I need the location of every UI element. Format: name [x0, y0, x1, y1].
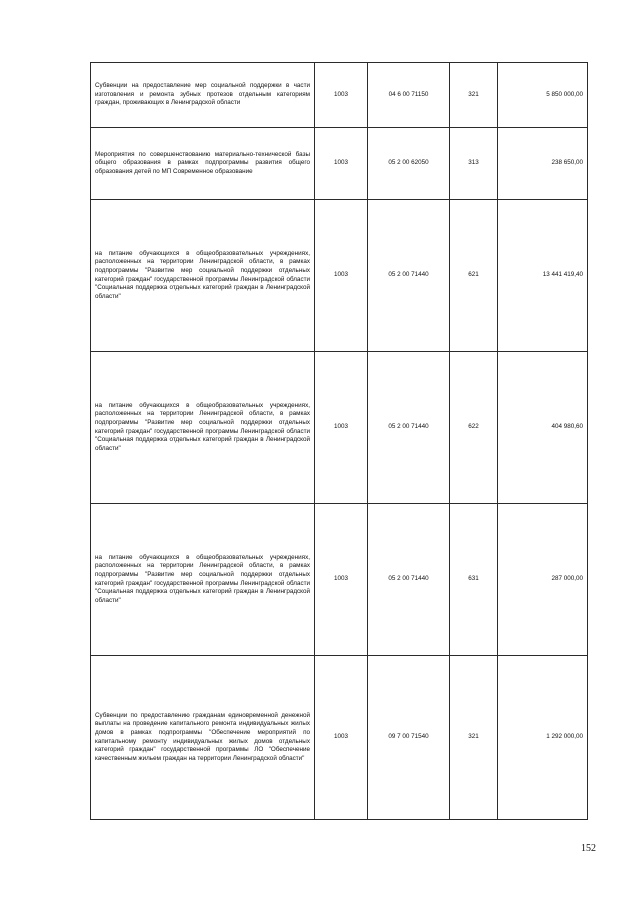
- table-row: [91, 128, 588, 200]
- table-row: [91, 200, 588, 352]
- row-target-article: 05 2 00 71440: [368, 504, 450, 656]
- row-amount: 5 850 000,00: [498, 63, 588, 128]
- row-section-code: 1003: [315, 352, 368, 504]
- row-target-article: 05 2 00 71440: [368, 200, 450, 352]
- row-expense-type: 313: [450, 128, 498, 200]
- budget-table: [90, 62, 588, 820]
- row-section-code: 1003: [315, 656, 368, 820]
- row-amount: 238 650,00: [498, 128, 588, 200]
- row-expense-type: 321: [450, 656, 498, 820]
- row-description: на питание обучающихся в общеобразовательных учреждениях, расположенных на территории Ленинградской области, в рамках подпрограммы "Развитие мер социальной поддержки отдельных категорий граждан" государственной программы Ленинградской области "Социальная поддержка отдельных категорий граждан в Ленинградской области": [91, 200, 315, 352]
- row-expense-type: 622: [450, 352, 498, 504]
- row-target-article: 04 6 00 71150: [368, 63, 450, 128]
- row-target-article: 05 2 00 62050: [368, 128, 450, 200]
- row-section-code: 1003: [315, 504, 368, 656]
- row-expense-type: 321: [450, 63, 498, 128]
- table-row: [91, 656, 588, 820]
- row-description: на питание обучающихся в общеобразовательных учреждениях, расположенных на территории Ленинградской области, в рамках подпрограммы "Развитие мер социальной поддержки отдельных категорий граждан" государственной программы Ленинградской области "Социальная поддержка отдельных категорий граждан в Ленинградской области": [91, 352, 315, 504]
- row-description: Мероприятия по совершенствованию материально-технической базы общего образования в рамках подпрограммы развития общего образования детей по МП Современное образование: [91, 128, 315, 200]
- row-amount: 404 980,60: [498, 352, 588, 504]
- row-amount: 1 292 000,00: [498, 656, 588, 820]
- page-number: 152: [581, 843, 596, 854]
- row-amount: 13 441 419,40: [498, 200, 588, 352]
- row-description: Субвенции на предоставление мер социальной поддержки в части изготовления и ремонта зубных протезов отдельным категориям граждан, проживающих в Ленинградской области: [91, 63, 315, 128]
- table-row: [91, 504, 588, 656]
- row-description: на питание обучающихся в общеобразовательных учреждениях, расположенных на территории Ленинградской области, в рамках подпрограммы "Развитие мер социальной поддержки отдельных категорий граждан" государственной программы Ленинградской области "Социальная поддержка отдельных категорий граждан в Ленинградской области": [91, 504, 315, 656]
- row-description: Субвенции по предоставлению гражданам единовременной денежной выплаты на проведение капитального ремонта индивидуальных жилых домов в рамках подпрограммы "Обеспечение мероприятий по капитальному ремонту индивидуальных жилых домов отдельных категорий граждан" государственной программы ЛО "Обеспечение качественным жильем граждан на территории Ленинградской области": [91, 656, 315, 820]
- row-expense-type: 621: [450, 200, 498, 352]
- row-section-code: 1003: [315, 128, 368, 200]
- table-row: [91, 352, 588, 504]
- row-target-article: 09 7 00 71540: [368, 656, 450, 820]
- row-target-article: 05 2 00 71440: [368, 352, 450, 504]
- row-section-code: 1003: [315, 200, 368, 352]
- row-expense-type: 631: [450, 504, 498, 656]
- table-row: [91, 63, 588, 128]
- row-section-code: 1003: [315, 63, 368, 128]
- row-amount: 287 000,00: [498, 504, 588, 656]
